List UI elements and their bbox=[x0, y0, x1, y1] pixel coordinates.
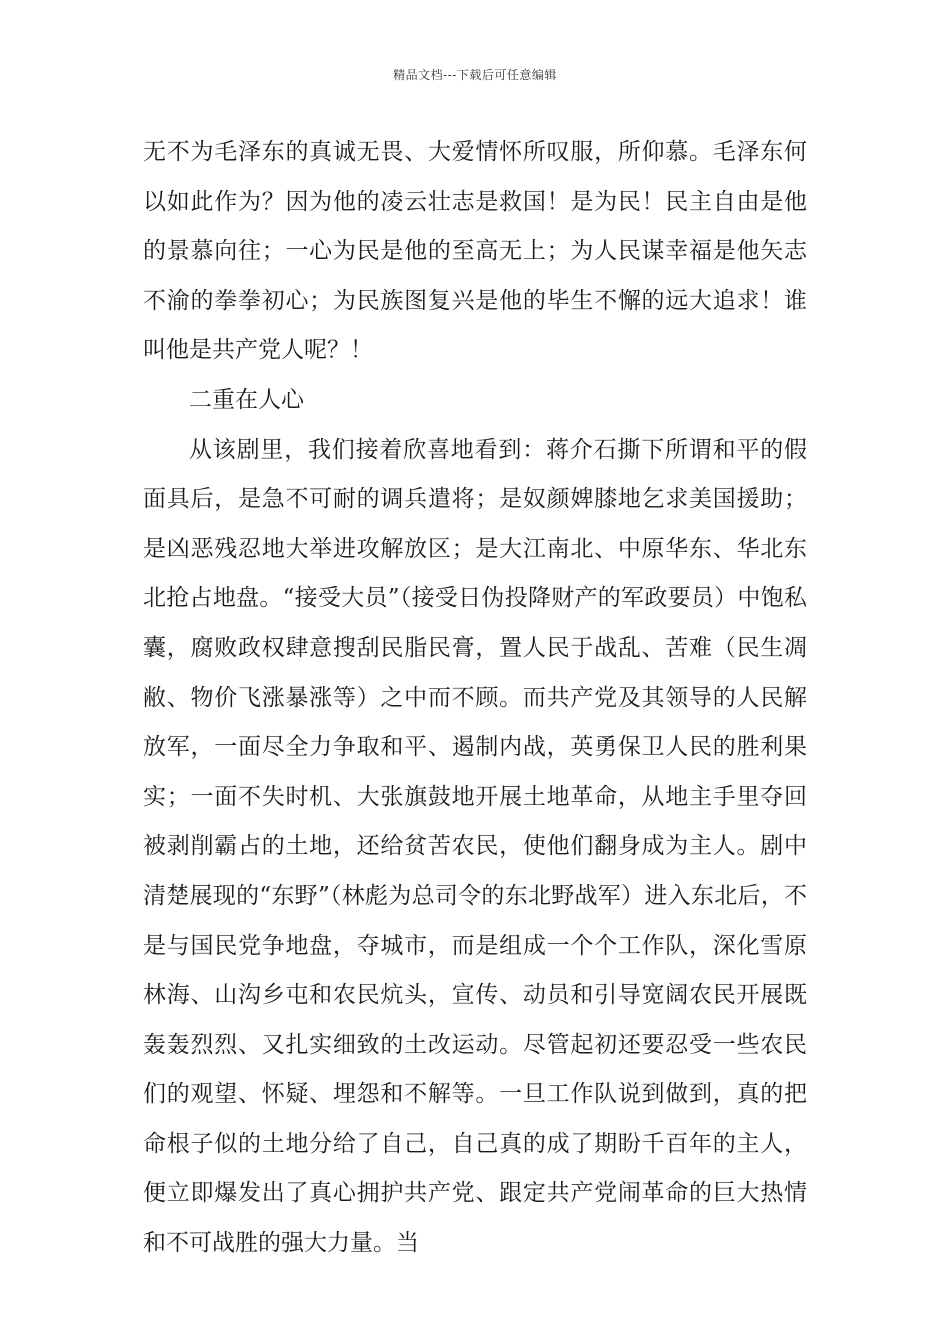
section-heading: 二重在人心 bbox=[189, 386, 304, 413]
paragraph-continuation: 无不为毛泽东的真诚无畏、大爱情怀所叹服，所仰慕。毛泽东何以如此作为？因为他的凌云壮志是救国！是为民！民主自由是他的景慕向往；一心为民是他的至高无上；为人民谋幸福是他矢志不渝的拳拳初心；为民族图复兴是他的毕生不懈的远大追求！谁叫他是共产党人呢？！ bbox=[143, 139, 807, 364]
document-body bbox=[143, 128, 807, 1269]
running-header: 精品文档---下载后可任意编辑 bbox=[393, 68, 557, 82]
paragraph-main: 从该剧里，我们接着欣喜地看到：蒋介石撕下所谓和平的假面具后，是急不可耐的调兵遣将；是奴颜婢膝地乞求美国援助；是凶恶残忍地大举进攻解放区；是大江南北、中原华东、华北东北抢占地盘。“接受大员”（接受日伪投降财产的军政要员）中饱私囊，腐败政权肆意搜刮民脂民膏，置人民于战乱、苦难（民生凋敝、物价飞涨暴涨等）之中而不顾。而共产党及其领导的人民解放军，一面尽全力争取和平、遏制内战，英勇保卫人民的胜利果实；一面不失时机、大张旗鼓地开展土地革命，从地主手里夺回被剥削霸占的土地，还给贫苦农民，使他们翻身成为主人。剧中清楚展现的“东野”（林彪为总司令的东北野战军）进入东北后，不是与国民党争地盘，夺城市，而是组成一个个工作队，深化雪原林海、山沟乡屯和农民炕头，宣传、动员和引导宽阔农民开展既轰轰烈烈、又扎实细致的土改运动。尽管起初还要忍受一些农民们的观望、怀疑、埋怨和不解等。一旦工作队说到做到，真的把命根子似的土地分给了自己，自己真的成了期盼千百年的主人，便立即爆发出了真心拥护共产党、跟定共产党闹革命的巨大热情和不可战胜的强大力量。当 bbox=[143, 436, 807, 1257]
